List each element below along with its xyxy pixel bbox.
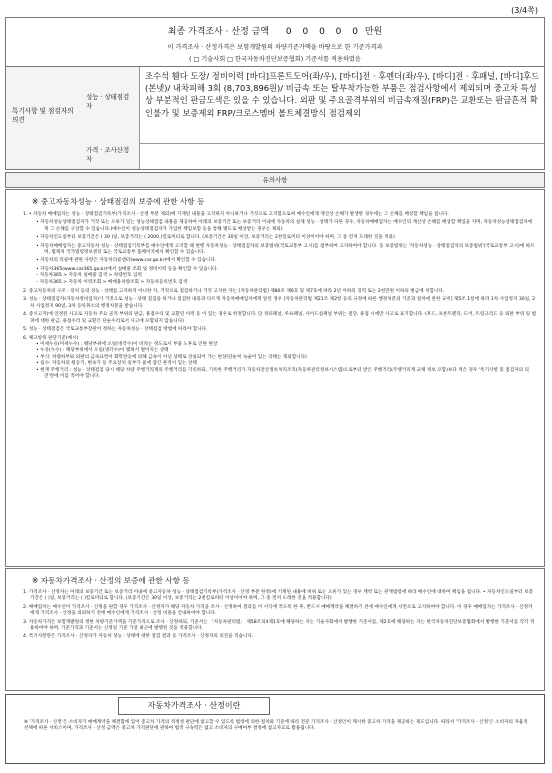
- final-price-block: [5, 17, 545, 67]
- list-item: • 자동차365(www.car365.go.kr)에서 실매물 조회 및 정비이력 등을 확인할 수 있습니다.: [36, 266, 219, 272]
- page-number: (3/4쪽): [511, 6, 538, 15]
- list-item: – 자동차365 > 자동차 실매물 검색 > 차량번호 입력: [36, 273, 142, 279]
- definition-text: ※ '가격조사 · 산정'은 소비자가 매매계약을 체결함에 있어 중고차 가격의 적정성 판단에 참고할 수 있도록 법령에 의한 절차와 기준에 따라 전문 가격조사 · 산정인이 제시한 중고차 가격을 제공하는 제도입니다. 따라서 '가격조사 · 산정'은 소비자의 자율적 선택에 따른 서비스이며, 가격조사 · 산정 금액은 중고차 가격판단에 관하여 법적 구속력은 없고 소비자의 구매여부 결정에 참고자료로 활용됩니다.: [24, 720, 528, 732]
- list-item: 5. 성능 · 상태점검은 국토교통부장관이 정하는 자동차성능 · 상태점검 방법에 따라야 합니다.: [23, 327, 208, 333]
- section1-body: [22, 212, 536, 380]
- list-item: 6. 체크항목 판단기준(예시): [23, 335, 79, 341]
- price-assessment-definition-box: [5, 694, 545, 764]
- list-item: • 현재 주행거리 : 성능 · 상태점검 당시 해당 차량 주행거리계의 주행거리를 기록하되, 기록한 주행거리가 자동차전산정보처리조직(자동차관리정보시스템)으로부터 받은 주행거리(주행거리계 교체 정보 포함)보다 적은 경우 '특기사항 및 점검자의 의견'란에 이를 적어야 합니다.: [36, 367, 529, 379]
- assessor-opinion-cell: [139, 143, 544, 170]
- price-label: 최종 가격조사 · 산정 금액: [167, 27, 270, 37]
- price-subtitle: 이 가격조사 · 산정가격은 보험개발원의 차량기준가액을 바탕으로 한 기준가격과: [167, 44, 383, 51]
- list-item: • 자동차인도일부터 보증기간은 ( 30 )일, 보증거리는 ( 2000 )킬로미터로 합니다. (보증기간은 30일 이상, 보증거리는 2천킬로미터 이상이어야 하며, 그 중 먼저 도래한 것을 적용): [36, 235, 395, 241]
- performance-inspector-label: 성능 · 상태점검자: [86, 93, 130, 110]
- definition-title: 자동차가격조사 · 산정이란: [118, 697, 270, 715]
- list-item: 1. 가격조사 · 산정자는 아래의 보증기간 또는 보증거리 이내에 중고자동차 성능 · 상태점검기록부(가격조사 · 산정 부분 한정)에 기재된 내용에 허위 또는 오류가 있는 경우 계약 또는 관계법령에 따라 매수인에 대하여 책임을 집니다. • 자동차인도일부터 보증기간은 ( )일, 보증거리는 ( )킬로미터로 합니다. (보증기간은 30일 이상, 보증거리는 2천킬로미터 이상이어야 하며, 그 중 먼저 도래한 것을 적용합니다): [23, 590, 533, 602]
- list-item: • 미세누유(미세누수) : 해당부위에 오일(냉각수)이 비치는 정도로서 부품 노후로 인한 현상: [36, 341, 218, 347]
- price-digits: 0 0 0 0 0: [285, 27, 362, 37]
- list-item: • 자동차매매업자는 중고자동차 성능 · 상태점검기록부를 매수인에게 고지할 때 현행 자동차성능 · 상태점검자의 보증범위(국토교통부 고시)를 첨부하여 고지하여야 합니다. 동 보증범위는 '자동차성능 · 상태점검자의 보증범위'(국토교통부 고시)에 따르며, 법제처 국가법령정보센터 또는 국토교통부 홈페이지에서 확인할 수 있습니다.: [36, 243, 535, 256]
- special-remarks-block: [5, 66, 545, 170]
- list-item: 2. 중고자동차의 구조 · 장치 등의 성능 · 상태를 고지하지 아니한 자, 거짓으로 점검하거나 거짓 고지한 자는 [자동차관리법] 제80조 제6호 및 제7호에 따라 2년 이하의 징역 또는 2천만원 이하의 벌금에 처합니다.: [23, 289, 445, 295]
- inspector-opinion-text: 조수석 휀다 도장/ 정비이력 [바디]프론트도어(좌/우), [바디]전 · 후펜더(좌/우), [바디]전 · 후패널, [바디]후드(본넷)/ 내차피해 3회 (8,703,896원)/ 비금속 또는 탈부착가능한 부품은 점검사항에서 제외되며 중고차 특성상 부분적인 판금도색은 있을 수 있습니다. 외판 및 주요골격부위의 비금속재질(FRP)은 교환또는 판금흔적 확인불가 및 보증제외 FRP/크로스멤버 볼트체결방식 점검제외: [145, 71, 539, 118]
- list-item: • 침수: 자동차의 원동기, 변속기 등 주요장치 일부가 물에 잠긴 흔적이 있는 상태: [36, 361, 197, 367]
- price-source-line: ( □ 기술사회 □ 한국자동차진단보증협회) 기준서를 적용하였음: [189, 56, 361, 63]
- list-item: 1. • 자동차 매매업자는 성능 · 상태점검기록부(가격조사 · 산정 부분 제외)에 기재된 내용을 고지하지 아니하거나 거짓으로 고지함으로써 매수인에게 재산상 손해가 발생한 경우에는 그 손해를 배상할 책임을 집니다.: [23, 212, 449, 217]
- list-item: 2. 매매업자는 매수인이 가격조사 · 산정을 원할 경우 가격조사 · 산정자가 해당 자동차 가격을 조사 · 산정하여 결과를 이 서식에 적도록 한 후, 반드시 매매계약을 체결하기 전에 매수인에게 서면으로 고지하여야 합니다. 이 경우 매매업자는 가격조사 · 산정자에게 가격조사 · 산정을 의뢰하기 전에 매수인에게 가격조사 · 산정 비용을 안내하여야 합니다.: [23, 604, 533, 617]
- list-item: 4. 특기사항란은 가격조사 · 산정자가 자동차 성능 · 상태에 대한 점검 결과 등 가격조사 · 산정자의 의견을 적습니다.: [23, 634, 254, 640]
- list-item: • 누유(누수) : 해당부위에서 오일(냉각수)이 맺혀서 떨어지는 상태: [36, 348, 169, 354]
- list-item: 3. 자동차가격은 보험개발원의 정한 차량기준가액을 기준가격으로 조사 · 산정하되, 기준서는 「자동차관리법」 제58조의4제1호에 해당하는 자는 기술사회에서 발행한 기준서를, 제2호에 해당하는 자는 한국자동차진단보증협회에서 발행한 기준서를 각각 적용하여야 하며, 기준가격과 기준서는 산정일 기준 가장 최근에 발행된 것을 적용합니다.: [23, 619, 535, 632]
- list-item: • 부식: 차량하부와 외판의 금속표면이 화학반응에 의해 금속이 아닌 상태로 상실되어 가는 현상(단순히 녹슬어 있는 상태는 제외합니다): [36, 354, 307, 360]
- price-warranty-section: [5, 568, 545, 691]
- list-item: 3. 성능 · 상태점검자(자동차정비업자)가 거짓으로 성능 · 상태 점검을 하거나 점검한 내용과 다르게 자동차매매업자에게 알린 경우 [자동차관리법 제21조 제2항 등의 규정에 따른 행정처분의 기준과 절차에 관한 규칙] 제5조 1항에 따라 1차 사업정지 30일, 2차 사업정지 90일, 3차 등록취소의 행정처분을 받습니다.: [23, 297, 536, 309]
- price-unit: 만원: [364, 27, 383, 37]
- price-assessor-label: 가격 · 조사산정자: [86, 146, 130, 163]
- notes-header: 유의사항: [5, 172, 545, 188]
- section2-title: ※ 자동차가격조사 · 산정의 보증에 관한 사항 등: [32, 576, 190, 585]
- list-item: • 자동차성능상태점검자가 거짓 또는 오류가 있는 성능상태점검 내용을 제공하여 아래의 보증기간 또는 보증거리 이내에 자동차의 실제 성능 · 상태가 다른 경우, 자동차매매업자는 매수인의 재산상 손해를 배상할 책임을 지며, 자동차성능상태점검자에게 그 손해를 구상할 수 있습니다.(매수인이 성능상태점검자가 가입한 책임보험 등을 통해 별도로 배상받는 경우는 제외): [36, 220, 533, 232]
- inspection-warranty-section: [5, 189, 545, 567]
- list-item: – 자동차365 > 자동차 이력조회 > 매매용차량조회 > 자동차등록번호 검색: [36, 279, 188, 285]
- section2-body: [22, 590, 536, 641]
- list-item: • 자동차의 리콜에 관한 사항은 자동차리콜센터(www.car.go.kr)에서 확인할 수 있습니다.: [36, 258, 217, 264]
- special-remarks-label: 특기사항 및 점검자의 의견: [12, 107, 74, 124]
- list-item: 4. 증시고지)에 인정된 사고로 자동차 주요 골격 부위의 판금, 용접수리 및 교환된 이력 등 이 있는 경우로 한정합니다. 단 쿼터패널, 루프패널, 사이드실패널 부위는 절단, 용접 시에만 사고로 표기합니다. (후드, 프론트펜더, 도어, 트렁크리드 등 외판 부위 및 범퍼에 대한 판금, 용접수리 및 교환은 단순수리로서 사고에 포함되지 않습니다): [23, 312, 537, 324]
- section1-title: ※ 중고자동차성능 · 상태점검의 보증에 관한 사항 등: [32, 197, 205, 206]
